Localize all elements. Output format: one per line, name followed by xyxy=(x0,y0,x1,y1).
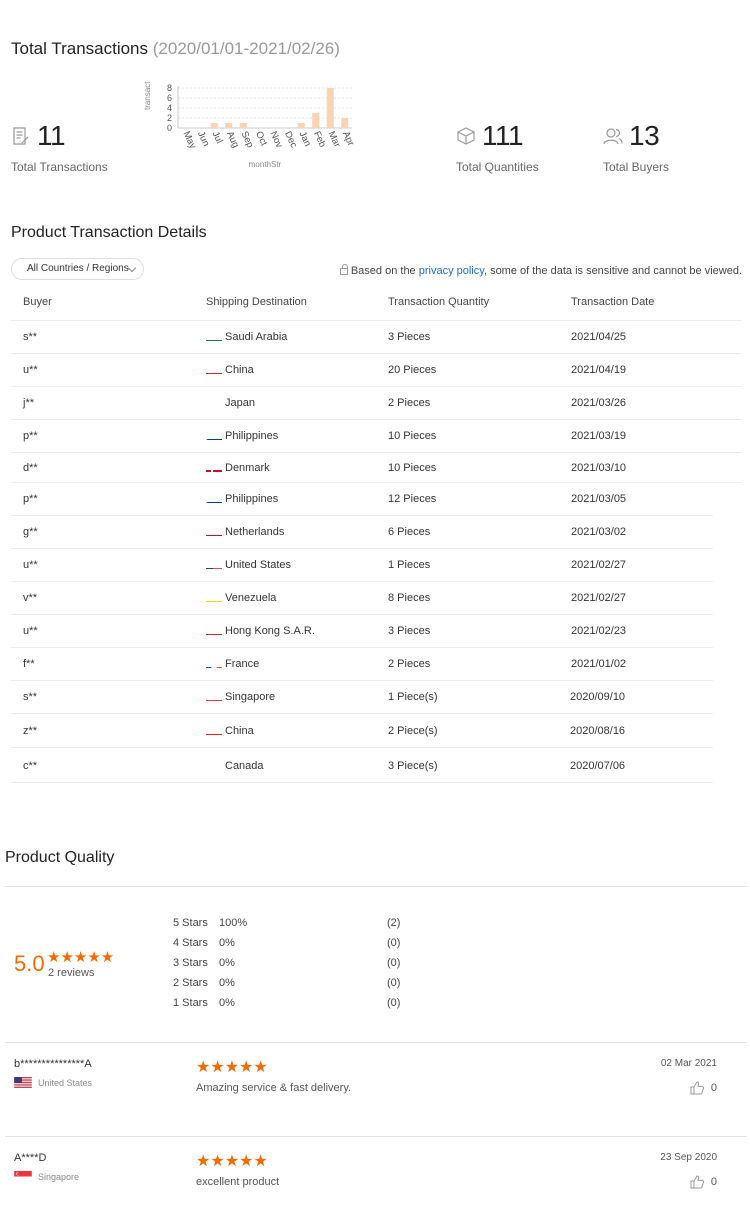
quantity-cell: 3 Piece(s) xyxy=(388,760,438,772)
privacy-prefix: Based on the xyxy=(350,265,419,277)
box-icon xyxy=(456,126,476,146)
destination-cell xyxy=(206,516,284,549)
destination-cell xyxy=(206,420,278,453)
ve-flag-icon xyxy=(206,592,222,602)
document-icon xyxy=(11,126,31,146)
review-stars: ★★★★★ xyxy=(196,1059,268,1076)
rating-label: 5 Stars xyxy=(173,917,208,929)
x-tick-label: Oct xyxy=(253,129,270,148)
y-tick-label: 0 xyxy=(166,123,172,133)
rating-label: 1 Stars xyxy=(173,997,208,1009)
reviews-count: 2 reviews xyxy=(48,967,95,979)
transactions-chart xyxy=(140,70,365,170)
table-row xyxy=(11,582,713,615)
quality-title: Product Quality xyxy=(5,849,115,866)
x-axis-label: monthStr xyxy=(248,160,282,169)
destination-cell xyxy=(206,354,254,387)
column-header-quantity: Transaction Quantity xyxy=(388,296,490,308)
us-flag-icon xyxy=(14,1077,32,1088)
buyer-cell: p** xyxy=(23,493,38,505)
quantity-cell: 12 Pieces xyxy=(388,493,437,505)
quantity-cell: 3 Pieces xyxy=(388,625,431,637)
x-tick-label: Jun xyxy=(195,129,212,149)
date-cell: 2021/03/02 xyxy=(571,526,627,538)
chart-bar xyxy=(327,88,334,128)
us-flag-icon xyxy=(206,559,222,569)
table-row xyxy=(11,715,713,748)
column-header-buyer: Buyer xyxy=(23,296,52,308)
date-cell: 2021/03/05 xyxy=(571,493,627,505)
buyer-cell: c** xyxy=(23,760,38,772)
table-row xyxy=(11,321,742,354)
ph-flag-icon xyxy=(206,493,222,503)
review-date: 02 Mar 2021 xyxy=(660,1058,717,1069)
chart-bar xyxy=(341,118,348,128)
review-text: Amazing service & fast delivery. xyxy=(196,1082,352,1094)
x-tick-label: Aug xyxy=(224,129,242,150)
ph-flag-icon xyxy=(206,430,222,440)
rating-percent: 0% xyxy=(219,997,235,1009)
destination-cell xyxy=(206,549,291,582)
rating-label: 2 Stars xyxy=(173,977,208,989)
rating-row xyxy=(173,997,401,1009)
table-row xyxy=(11,354,742,387)
quantity-cell: 2 Pieces xyxy=(388,397,431,409)
quantity-cell: 2 Pieces xyxy=(388,658,431,670)
buyer-cell: d** xyxy=(23,462,38,474)
destination-cell xyxy=(206,387,255,420)
destination-cell xyxy=(206,681,275,714)
date-cell: 2021/01/02 xyxy=(571,658,627,670)
stat-value: 11 xyxy=(37,120,66,151)
nl-flag-icon xyxy=(206,526,222,536)
date-cell: 2021/04/25 xyxy=(571,331,627,343)
buyer-cell: g** xyxy=(23,526,38,538)
column-header-date: Transaction Date xyxy=(571,296,655,308)
date-cell: 2021/03/19 xyxy=(571,430,627,442)
x-tick-label: Mar xyxy=(325,129,343,150)
review-country-name: United States xyxy=(38,1078,93,1088)
review-user: A****D xyxy=(14,1152,47,1164)
privacy-policy-link[interactable]: privacy policy xyxy=(418,265,484,277)
rating-label: 3 Stars xyxy=(173,957,208,969)
rating-label: 4 Stars xyxy=(173,937,208,949)
destination-cell xyxy=(206,715,254,748)
rating-percent: 100% xyxy=(219,917,248,929)
country-name: Japan xyxy=(225,397,255,409)
date-cell: 2021/02/27 xyxy=(571,559,627,571)
country-name: Singapore xyxy=(225,691,276,703)
date-cell: 2021/02/23 xyxy=(571,625,627,637)
rating-row xyxy=(173,977,401,989)
buyer-cell: p** xyxy=(23,430,38,442)
table-row xyxy=(11,387,742,420)
quantity-cell: 20 Pieces xyxy=(388,364,437,376)
rating-row xyxy=(173,917,401,929)
date-cell: 2021/04/19 xyxy=(571,364,627,376)
dk-flag-icon xyxy=(206,462,222,472)
buyer-cell: s** xyxy=(23,691,38,703)
quantity-cell: 10 Pieces xyxy=(388,430,437,442)
review-divider xyxy=(5,1136,747,1137)
y-axis-label: transact xyxy=(143,81,152,110)
country-name: Canada xyxy=(225,760,264,772)
country-name: Philippines xyxy=(225,493,279,505)
quantity-cell: 6 Pieces xyxy=(388,526,431,538)
filter-label: All Countries / Regions xyxy=(27,263,129,274)
cn-flag-icon xyxy=(206,364,222,374)
rating-count: (0) xyxy=(387,957,401,969)
destination-cell xyxy=(206,648,259,681)
fr-flag-icon xyxy=(206,658,222,668)
buyer-cell: v** xyxy=(23,592,38,604)
average-stars: ★★★★★ xyxy=(47,949,115,966)
review-user: b***************A xyxy=(14,1058,92,1070)
table-row xyxy=(11,615,713,648)
rating-percent: 0% xyxy=(219,957,235,969)
destination-cell xyxy=(206,453,270,483)
country-name: Netherlands xyxy=(225,526,285,538)
title-text: Total Transactions xyxy=(11,39,149,58)
country-name: Philippines xyxy=(225,430,279,442)
destination-cell xyxy=(206,321,287,354)
jp-flag-icon xyxy=(206,397,222,407)
reviews-divider xyxy=(5,1042,747,1043)
sg-flag-icon xyxy=(206,691,222,701)
x-tick-label: Sep xyxy=(238,129,256,150)
country-name: Venezuela xyxy=(225,592,277,604)
average-rating: 5.0 xyxy=(14,951,45,976)
like-count: 0 xyxy=(710,1081,717,1094)
chart-bar xyxy=(211,123,218,128)
x-tick-label: Feb xyxy=(311,129,328,150)
rating-count: (0) xyxy=(387,937,401,949)
buyer-cell: j** xyxy=(23,397,35,409)
quantity-cell: 3 Pieces xyxy=(388,331,431,343)
y-tick-label: 6 xyxy=(166,93,172,103)
destination-cell xyxy=(206,483,278,516)
rating-count: (0) xyxy=(387,997,401,1009)
review-text: excellent product xyxy=(196,1176,280,1188)
details-title: Product Transaction Details xyxy=(11,224,207,241)
users-icon xyxy=(603,126,623,146)
stat-label: Total Buyers xyxy=(603,160,670,174)
rating-count: (2) xyxy=(387,917,401,929)
sa-flag-icon xyxy=(206,331,222,341)
y-tick-label: 8 xyxy=(166,83,172,93)
ca-flag-icon xyxy=(206,760,222,770)
hk-flag-icon xyxy=(206,625,222,635)
country-name: Denmark xyxy=(225,462,270,474)
privacy-notice xyxy=(340,265,742,277)
country-filter-dropdown[interactable] xyxy=(11,258,144,280)
stat-value: 13 xyxy=(629,120,660,151)
page-title xyxy=(11,39,340,59)
x-tick-label: May xyxy=(180,129,199,151)
stat-label: Total Quantities xyxy=(456,160,539,174)
rating-count: (0) xyxy=(387,977,401,989)
review-country-name: Singapore xyxy=(38,1172,80,1182)
rating-percent: 0% xyxy=(219,937,235,949)
rating-row xyxy=(173,957,401,969)
privacy-suffix: , some of the data is sensitive and cannot be viewed. xyxy=(483,265,742,277)
destination-cell xyxy=(206,615,315,648)
table-row xyxy=(11,483,713,516)
table-row xyxy=(11,549,713,582)
country-name: France xyxy=(225,658,260,670)
x-tick-label: Dec xyxy=(282,129,300,150)
chevron-down-icon xyxy=(128,264,136,272)
country-name: United States xyxy=(225,559,292,571)
x-tick-label: Jul xyxy=(209,129,225,146)
buyer-cell: u** xyxy=(23,364,38,376)
buyer-cell: s** xyxy=(23,331,38,343)
date-cell: 2021/03/10 xyxy=(571,462,627,474)
table-row xyxy=(11,516,713,549)
country-name: China xyxy=(225,364,254,376)
chart-bar xyxy=(225,123,232,128)
review-country xyxy=(14,1172,79,1183)
y-tick-label: 2 xyxy=(166,113,172,123)
review-country xyxy=(14,1078,92,1089)
chart-bar xyxy=(298,123,305,128)
buyer-cell: u** xyxy=(23,625,38,637)
review-stars: ★★★★★ xyxy=(196,1153,268,1170)
buyer-cell: u** xyxy=(23,559,38,571)
cn-flag-icon xyxy=(206,725,222,735)
sg-flag-icon xyxy=(14,1171,32,1182)
quality-divider xyxy=(5,886,747,887)
x-tick-label: Nov xyxy=(267,129,285,150)
stat-label: Total Transactions xyxy=(11,160,108,174)
thumbs-up-icon xyxy=(690,1081,705,1095)
like-count: 0 xyxy=(710,1175,717,1188)
lock-icon xyxy=(340,268,348,275)
destination-cell xyxy=(206,582,276,615)
country-name: Saudi Arabia xyxy=(225,331,288,343)
rating-percent: 0% xyxy=(219,977,235,989)
review-date: 23 Sep 2020 xyxy=(660,1152,717,1163)
quantity-cell: 8 Pieces xyxy=(388,592,431,604)
rating-row xyxy=(173,937,401,949)
table-row xyxy=(11,648,713,681)
quantity-cell: 10 Pieces xyxy=(388,462,437,474)
country-name: Hong Kong S.A.R. xyxy=(225,625,315,637)
stat-value: 111 xyxy=(482,120,524,151)
x-tick-label: Jan xyxy=(296,129,313,149)
date-cell: 2021/02/27 xyxy=(571,592,627,604)
table-row xyxy=(11,681,713,714)
buyer-cell: f** xyxy=(23,658,35,670)
column-header-destination: Shipping Destination xyxy=(206,296,307,308)
like-button[interactable] xyxy=(690,1081,717,1095)
table-row xyxy=(11,420,742,453)
thumbs-up-icon xyxy=(690,1175,705,1189)
destination-cell xyxy=(206,749,264,783)
like-button[interactable] xyxy=(690,1175,717,1189)
chart-bar xyxy=(312,113,319,128)
date-cell: 2020/08/16 xyxy=(570,725,626,737)
chart-bar xyxy=(240,123,247,128)
date-cell: 2021/03/26 xyxy=(571,397,627,409)
date-cell: 2020/07/06 xyxy=(570,760,626,772)
country-name: China xyxy=(225,725,254,737)
x-tick-label: Apr xyxy=(340,129,357,148)
date-range: (2020/01/01-2021/02/26) xyxy=(152,39,340,58)
quantity-cell: 1 Pieces xyxy=(388,559,431,571)
quantity-cell: 2 Piece(s) xyxy=(388,725,438,737)
buyer-cell: z** xyxy=(23,725,38,737)
table-row xyxy=(11,453,742,483)
y-tick-label: 4 xyxy=(166,103,172,113)
table-row xyxy=(11,749,713,783)
date-cell: 2020/09/10 xyxy=(570,691,626,703)
quantity-cell: 1 Piece(s) xyxy=(388,691,438,703)
